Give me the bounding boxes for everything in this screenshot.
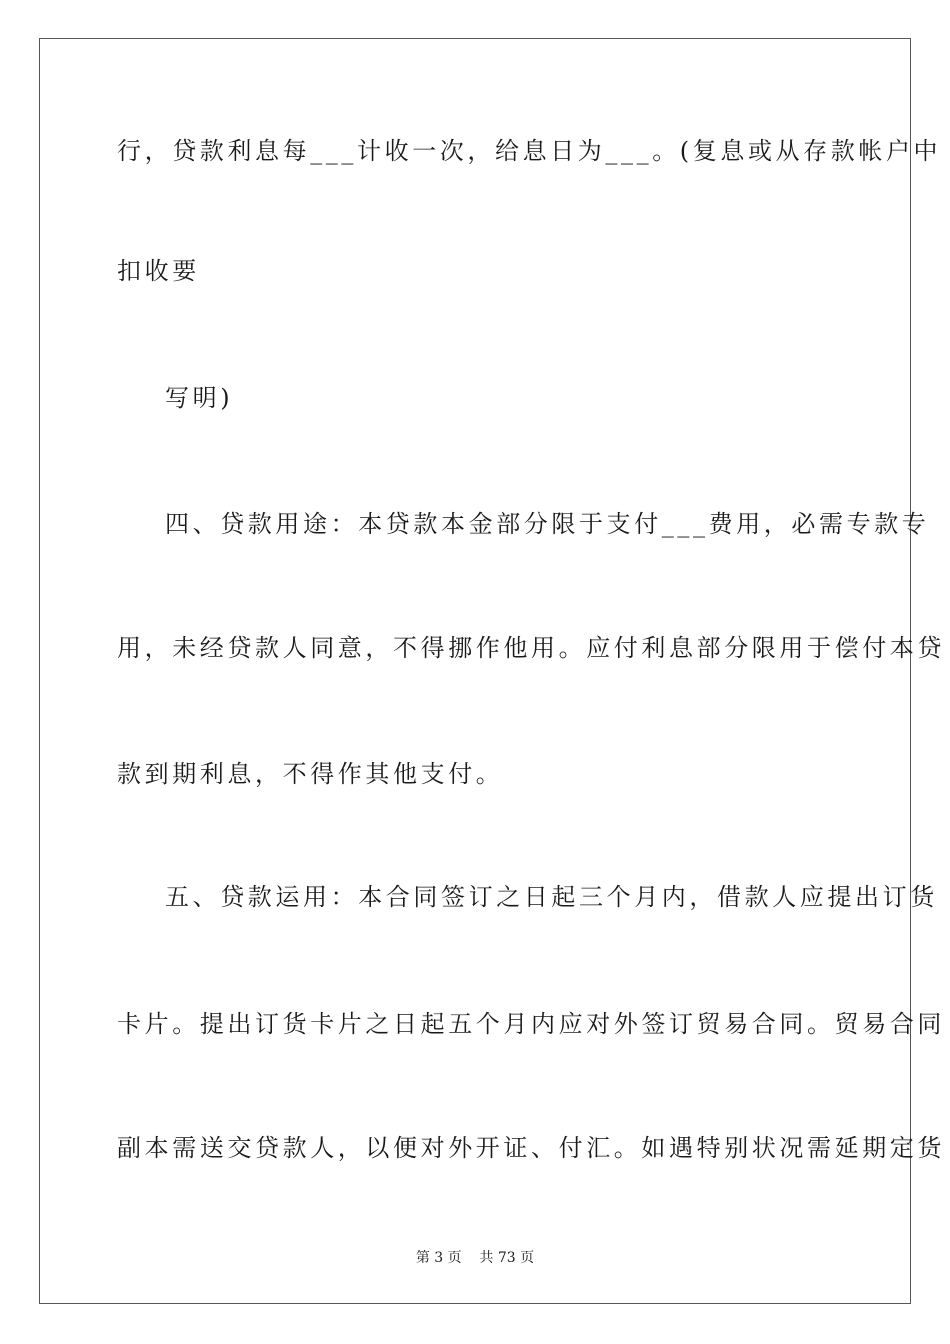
text-line: 卡片。提出订货卡片之日起五个月内应对外签订贸易合同。贸易合同 [117, 1010, 945, 1038]
page-number-footer: 第 3 页 共 73 页 [415, 1250, 535, 1266]
text-line: 款到期利息，不得作其他支付。 [117, 760, 504, 788]
text-line: 四、贷款用途：本贷款本金部分限于支付___费用，必需专款专 [165, 510, 930, 538]
text-line: 五、贷款运用：本合同签订之日起三个月内，借款人应提出订货 [165, 883, 938, 911]
text-line: 用，未经贷款人同意，不得挪作他用。应付利息部分限用于偿付本贷 [117, 634, 945, 662]
text-line: 行，贷款利息每___计收一次，给息日为___。(复息或从存款帐户中 [117, 137, 942, 165]
text-line: 扣收要 [117, 257, 200, 285]
text-line: 副本需送交贷款人，以便对外开证、付汇。如遇特别状况需延期定货 [117, 1134, 945, 1162]
page-border [39, 38, 945, 1304]
text-line: 写明) [165, 384, 234, 412]
